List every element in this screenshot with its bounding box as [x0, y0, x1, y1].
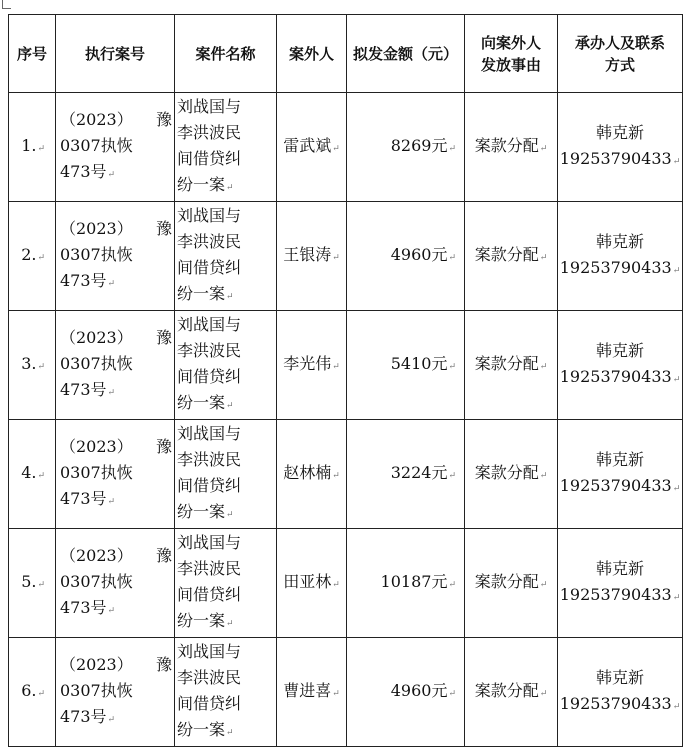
case-number-cell — [56, 420, 175, 529]
case-no-line2: 0307执恢 — [60, 571, 133, 591]
paragraph-mark-icon: ↵ — [37, 579, 45, 590]
outsider-cell — [277, 638, 347, 747]
row-index-cell — [9, 638, 56, 747]
case-name-line3: 间借贷纠 — [177, 366, 242, 386]
outsider-cell — [277, 420, 347, 529]
paragraph-mark-icon: ↵ — [226, 400, 234, 411]
contact-cell — [558, 638, 683, 747]
contact-cell — [558, 93, 683, 202]
paragraph-mark-icon: ↵ — [226, 291, 234, 302]
amount: 3224元 — [390, 462, 448, 482]
table-row — [9, 202, 683, 311]
reason-cell — [465, 638, 558, 747]
phone: 19253790433 — [559, 257, 672, 277]
header-index: 序号 — [9, 15, 56, 93]
outsider: 李光伟 — [283, 353, 332, 373]
case-name-line2: 李洪波民 — [177, 558, 242, 578]
handler: 韩克新 — [595, 340, 644, 360]
handler: 韩克新 — [595, 449, 644, 469]
header-row — [9, 15, 683, 93]
reason: 案款分配 — [474, 462, 539, 482]
paragraph-mark-icon: ↵ — [448, 688, 456, 699]
paragraph-mark-icon: ↵ — [332, 579, 340, 590]
case-no-line2: 0307执恢 — [60, 135, 133, 155]
handler: 韩克新 — [595, 558, 644, 578]
case-name-line1: 刘战国与 — [177, 532, 242, 552]
case-no-prov: 豫 — [155, 545, 172, 565]
paragraph-mark-icon: ↵ — [539, 688, 548, 699]
case-name-line3: 间借贷纠 — [177, 475, 242, 495]
paragraph-mark-icon: ↵ — [107, 496, 116, 507]
paragraph-mark-icon: ↵ — [448, 470, 456, 481]
amount-cell — [347, 311, 465, 420]
reason-cell — [465, 202, 558, 311]
paragraph-mark-icon: ↵ — [332, 688, 340, 699]
outsider-cell — [277, 202, 347, 311]
case-no-line1: （2023） — [60, 654, 133, 674]
case-no-line2: 0307执恢 — [60, 680, 133, 700]
phone: 19253790433 — [559, 693, 672, 713]
case-no-line1: （2023） — [60, 436, 133, 456]
case-name-line4: 纷一案 — [177, 501, 226, 521]
case-no-prov: 豫 — [155, 436, 172, 456]
case-name-line2: 李洪波民 — [177, 667, 242, 687]
paragraph-mark-icon: ↵ — [539, 361, 548, 372]
case-number-cell — [56, 529, 175, 638]
paragraph-mark-icon: ↵ — [107, 278, 116, 289]
reason-cell — [465, 420, 558, 529]
payment-table — [8, 14, 683, 747]
outsider: 田亚林 — [283, 571, 332, 591]
paragraph-mark-icon: ↵ — [672, 483, 681, 494]
case-name-line3: 间借贷纠 — [177, 584, 242, 604]
outsider-cell — [277, 311, 347, 420]
amount: 10187元 — [380, 571, 448, 591]
phone: 19253790433 — [559, 366, 672, 386]
paragraph-mark-icon: ↵ — [107, 169, 116, 180]
paragraph-mark-icon: ↵ — [107, 387, 116, 398]
case-no-line2: 0307执恢 — [60, 353, 133, 373]
header-contact: 承办人及联系 方式 — [558, 15, 683, 93]
table-row — [9, 529, 683, 638]
case-no-line1: （2023） — [60, 109, 133, 129]
header-case-name: 案件名称 — [175, 15, 277, 93]
header-case-no: 执行案号 — [56, 15, 175, 93]
case-name-cell — [175, 202, 277, 311]
header-amount: 拟发金额（元） — [347, 15, 465, 93]
amount-cell — [347, 202, 465, 311]
outsider: 赵林楠 — [283, 462, 332, 482]
paragraph-mark-icon: ↵ — [37, 688, 45, 699]
case-no-line1: （2023） — [60, 218, 133, 238]
paragraph-mark-icon: ↵ — [539, 579, 548, 590]
outsider: 王银涛 — [283, 244, 332, 264]
case-no-line2: 0307执恢 — [60, 244, 133, 264]
amount: 5410元 — [390, 353, 448, 373]
index: 4. — [21, 462, 37, 482]
reason-cell — [465, 311, 558, 420]
reason: 案款分配 — [474, 680, 539, 700]
table-row — [9, 420, 683, 529]
contact-cell — [558, 529, 683, 638]
table-row — [9, 93, 683, 202]
index: 3. — [21, 353, 37, 373]
handler: 韩克新 — [595, 231, 644, 251]
contact-cell — [558, 202, 683, 311]
case-name-line2: 李洪波民 — [177, 122, 242, 142]
page-corner-mark — [2, 0, 11, 9]
amount: 8269元 — [390, 135, 448, 155]
paragraph-mark-icon: ↵ — [226, 182, 234, 193]
case-name-cell — [175, 311, 277, 420]
amount-cell — [347, 529, 465, 638]
phone: 19253790433 — [559, 148, 672, 168]
paragraph-mark-icon: ↵ — [226, 727, 234, 738]
outsider: 雷武斌 — [283, 135, 332, 155]
case-no-line1: （2023） — [60, 327, 133, 347]
row-index-cell — [9, 420, 56, 529]
reason-cell — [465, 529, 558, 638]
case-no-prov: 豫 — [155, 654, 172, 674]
case-no-line2: 0307执恢 — [60, 462, 133, 482]
contact-cell — [558, 420, 683, 529]
case-number-cell — [56, 202, 175, 311]
case-name-line4: 纷一案 — [177, 174, 226, 194]
paragraph-mark-icon: ↵ — [539, 143, 548, 154]
paragraph-mark-icon: ↵ — [332, 143, 340, 154]
paragraph-mark-icon: ↵ — [107, 605, 116, 616]
paragraph-mark-icon: ↵ — [672, 265, 681, 276]
amount-cell — [347, 420, 465, 529]
case-name-line1: 刘战国与 — [177, 423, 242, 443]
case-name-line1: 刘战国与 — [177, 314, 242, 334]
case-no-line3: 473号 — [60, 270, 107, 290]
phone: 19253790433 — [559, 584, 672, 604]
case-no-prov: 豫 — [155, 218, 172, 238]
reason: 案款分配 — [474, 244, 539, 264]
case-name-line1: 刘战国与 — [177, 96, 242, 116]
paragraph-mark-icon: ↵ — [226, 618, 234, 629]
contact-cell — [558, 311, 683, 420]
paragraph-mark-icon: ↵ — [37, 361, 45, 372]
case-no-line1: （2023） — [60, 545, 133, 565]
case-name-cell — [175, 638, 277, 747]
amount-cell — [347, 93, 465, 202]
case-name-line4: 纷一案 — [177, 283, 226, 303]
outsider-cell — [277, 529, 347, 638]
paragraph-mark-icon: ↵ — [332, 470, 340, 481]
header-reason: 向案外人 发放事由 — [465, 15, 558, 93]
paragraph-mark-icon: ↵ — [672, 701, 681, 712]
outsider-cell — [277, 93, 347, 202]
table-row — [9, 638, 683, 747]
case-name-line3: 间借贷纠 — [177, 148, 242, 168]
case-name-line3: 间借贷纠 — [177, 693, 242, 713]
case-no-line3: 473号 — [60, 706, 107, 726]
index: 1. — [21, 135, 37, 155]
reason: 案款分配 — [474, 135, 539, 155]
paragraph-mark-icon: ↵ — [332, 252, 340, 263]
case-name-line4: 纷一案 — [177, 719, 226, 739]
case-no-line3: 473号 — [60, 379, 107, 399]
case-name-cell — [175, 529, 277, 638]
row-index-cell — [9, 529, 56, 638]
paragraph-mark-icon: ↵ — [332, 361, 340, 372]
reason-cell — [465, 93, 558, 202]
case-no-line3: 473号 — [60, 161, 107, 181]
paragraph-mark-icon: ↵ — [107, 714, 116, 725]
handler: 韩克新 — [595, 667, 644, 687]
case-no-prov: 豫 — [155, 109, 172, 129]
paragraph-mark-icon: ↵ — [37, 252, 45, 263]
index: 5. — [21, 571, 37, 591]
paragraph-mark-icon: ↵ — [672, 592, 681, 603]
outsider: 曹进喜 — [283, 680, 332, 700]
row-index-cell — [9, 202, 56, 311]
paragraph-mark-icon: ↵ — [672, 374, 681, 385]
paragraph-mark-icon: ↵ — [37, 470, 45, 481]
case-number-cell — [56, 311, 175, 420]
case-number-cell — [56, 93, 175, 202]
case-no-line3: 473号 — [60, 597, 107, 617]
paragraph-mark-icon: ↵ — [448, 143, 456, 154]
case-name-cell — [175, 420, 277, 529]
case-name-line1: 刘战国与 — [177, 641, 242, 661]
header-outsider: 案外人 — [277, 15, 347, 93]
case-name-line1: 刘战国与 — [177, 205, 242, 225]
case-name-line2: 李洪波民 — [177, 449, 242, 469]
paragraph-mark-icon: ↵ — [448, 252, 456, 263]
index: 2. — [21, 244, 37, 264]
paragraph-mark-icon: ↵ — [37, 143, 45, 154]
case-number-cell — [56, 638, 175, 747]
row-index-cell — [9, 311, 56, 420]
paragraph-mark-icon: ↵ — [226, 509, 234, 520]
index: 6. — [21, 680, 37, 700]
case-name-line4: 纷一案 — [177, 392, 226, 412]
amount: 4960元 — [390, 680, 448, 700]
case-name-line4: 纷一案 — [177, 610, 226, 630]
case-name-line3: 间借贷纠 — [177, 257, 242, 277]
paragraph-mark-icon: ↵ — [448, 361, 456, 372]
paragraph-mark-icon: ↵ — [448, 579, 456, 590]
row-index-cell — [9, 93, 56, 202]
reason: 案款分配 — [474, 353, 539, 373]
amount: 4960元 — [390, 244, 448, 264]
amount-cell — [347, 638, 465, 747]
paragraph-mark-icon: ↵ — [539, 252, 548, 263]
handler: 韩克新 — [595, 122, 644, 142]
case-no-line3: 473号 — [60, 488, 107, 508]
table-row — [9, 311, 683, 420]
paragraph-mark-icon: ↵ — [672, 156, 681, 167]
case-name-line2: 李洪波民 — [177, 340, 242, 360]
case-no-prov: 豫 — [155, 327, 172, 347]
case-name-cell — [175, 93, 277, 202]
phone: 19253790433 — [559, 475, 672, 495]
case-name-line2: 李洪波民 — [177, 231, 242, 251]
paragraph-mark-icon: ↵ — [539, 470, 548, 481]
reason: 案款分配 — [474, 571, 539, 591]
